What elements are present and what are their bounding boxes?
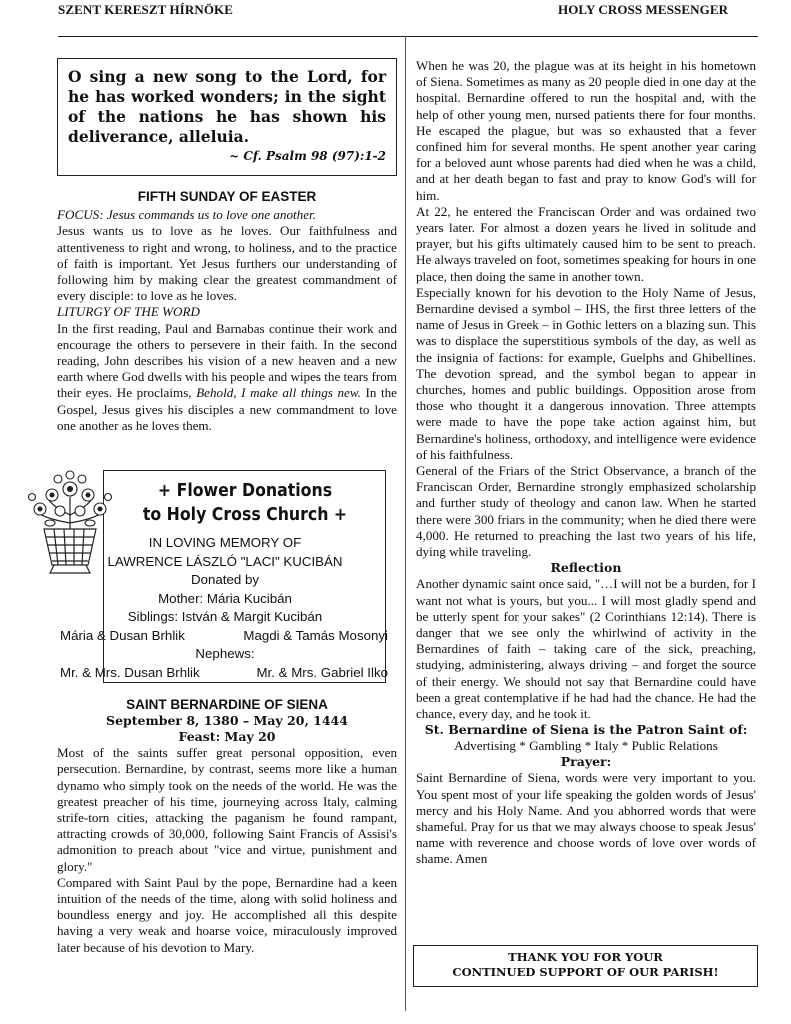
flower-donations-details [58,534,392,682]
saint-paragraph-1: Most of the saints suffer great personal opposition, even persecution. Bernardine, by contrast, seems more like a human dynamo who simply took on the needs of the world. He was the greatest preacher of his time, journeying across Italy, calming strife-torn cities, attacking the paganism he found rampant, attracting crowds of 30,000, following Saint Francis of Assisi's admonition to preach about "vice and virtue, punishment and glory." [57,745,397,874]
reflection-heading: Reflection [550,560,622,576]
memory-line1: IN LOVING MEMORY OF [148,535,302,550]
saint-dates: September 8, 1380 – May 20, 1444 [106,713,348,729]
donor-nephews-b: Mr. & Mrs. Gabriel Ilko [256,664,388,680]
saint-paragraph-6: General of the Friars of the Strict Observance, a branch of the Franciscan Order, Bernardine strongly emphasized scholarship and further study of theology and canon law. When he started there were 300 friars in the community; when he died there were 4,000. He returned to preaching the last two years of his life, dying while traveling. [416,463,756,560]
header-divider [58,36,758,37]
prayer-text: Saint Bernardine of Siena, words were very important to you. You spent most of your life speaking the golden words of Jesus' mercy and his Holy Name. And you abhorred words that were shameful. Pray for us that we may always choose to speak Jesus' name with reverence and choose words of love over words of shame. Amen [416,770,756,867]
prayer-heading: Prayer: [560,754,612,770]
fifth-sunday-section [57,189,397,434]
donor-siblings-b: Magdi & Tamás Mosonyi [243,627,388,643]
fifth-sunday-body: Jesus wants us to love as he loves. Our faithfulness and attentiveness to right and wrong, to holiness, and to the practice of faith is important. Yet Jesus furthers our understanding of following him by making clear the greatest commandment of every disciple: to love as he loves. [57,223,397,304]
psalm-quote-box [57,58,397,176]
saint-section-left [57,697,397,956]
thank-you-box [413,945,758,987]
donated-by: Donated by [190,572,259,587]
saint-paragraph-5: Especially known for his devotion to the Holy Name of Jesus, Bernardine devised a symbol – IHS, the first three letters of the name of Jesus in Greek – in Gothic letters on a blazing sun. This was to displace the superstitious symbols of the day, as well as the insignia of factions: for example, Guelphs and Ghibellines. The devotion spread, and the symbol began to appear in churches, homes and public buildings. Opposition arose from those who thought it a dangerous innovation. Three attempts were made to have the pope take action against him, but Bernardine's holiness, orthodoxy, and intelligence were evidence of his faithfulness. [416,284,756,462]
liturgy-body-part2: In the Gospel, Jesus gives his disciples a new commandment to love one another as he loves them. [57,385,397,433]
nephews-label: Nephews: [195,646,255,661]
donor-siblings-row [58,627,392,646]
fifth-sunday-title: FIFTH SUNDAY OF EASTER [137,189,317,204]
saint-feast: Feast: May 20 [178,729,276,745]
reflection-text: Another dynamic saint once said, "…I will not be a burden, for I want not what is yours, but you... I will most gladly spend and be utterly spent for your sakes" (2 Corinthians 12:14). There is danger that we see only the whirlwind of activity in the Bernardines of faith – taking care of the sick, preaching, studying, administering, always driving – and forget the source of their energy. We should not say that Bernardine could have been a great contemplative if he had had the chance. He had the chance, every day, and he took it. [416,576,756,721]
liturgy-body-italic: Behold, I make all things new. [196,385,361,401]
focus-line: FOCUS: Jesus commands us to love one another. [57,207,316,223]
flower-donations-title [110,479,380,527]
saint-paragraph-3: When he was 20, the plague was at its height in his hometown of Siena. Sometimes as many as 20 people died in one day at the hospital. Bernardine offered to run the hospital and, with the help of other young men, nursed patients there for four months. He escaped the plague, but was so exhausted that a fever confined him for several months. He spent another year caring for a beloved aunt whose parents had died when he was a child, and at her death began to fast and pray to know God's will for him. [416,58,756,203]
column-divider [405,36,406,1011]
header-title-hungarian: SZENT KERESZT HÍRNÖKE [58,2,234,17]
psalm-quote-source: ~ Cf. Psalm 98 (97):1-2 [229,149,386,163]
donor-siblings-a: Mária & Dusan Brhlik [60,627,185,643]
liturgy-body-part1: In the first reading, Paul and Barnabas continue their work and encourage the others to persevere in their faith. In the second reading, John describes his vision of a new heaven and a new earth where God dwells with his people and wipes the tears from their eyes. He proclaims, [57,320,397,401]
donor-nephews-a: Mr. & Mrs. Dusan Brhlik [60,664,200,680]
patron-heading: St. Bernardine of Siena is the Patron Saint of: [424,722,748,738]
donor-nephews-row [58,664,392,683]
thank-you-line2: CONTINUED SUPPORT OF OUR PARISH! [452,965,719,979]
thank-you-line1: THANK YOU FOR YOUR [508,950,663,964]
donor-siblings: Siblings: István & Margit Kucibán [127,609,323,624]
liturgy-heading: LITURGY OF THE WORD [57,304,200,320]
saint-paragraph-2: Compared with Saint Paul by the pope, Bernardine had a keen intuition of the needs of the time, along with solid holiness and boundless energy and joy. He accomplished all this despite having a very weak and hoarse voice, miraculously improved later because of his devotion to Mary. [57,874,397,955]
memory-line2: LAWRENCE LÁSZLÓ "LACI" KUCIBÁN [107,553,343,569]
saint-title: SAINT BERNARDINE OF SIENA [126,697,328,712]
flower-donations-title-line2: to Holy Cross Church + [142,505,348,525]
flower-donations-title-line1: + Flower Donations [157,481,333,501]
patron-list: Advertising * Gambling * Italy * Public Relations [454,738,718,754]
saint-section-right [416,58,756,868]
saint-paragraph-4: At 22, he entered the Franciscan Order and was ordained two years later. For almost a dozen years he lived in solitude and prayer, but his gifts ultimately caused him to be sent to preach. He always traveled on foot, sometimes speaking for hours in one place, then doing the same in another town. [416,203,756,284]
psalm-quote-text: O sing a new song to the Lord, for he has worked wonders; in the sight of the nations he has shown his deliverance, alleluia. [68,67,386,146]
header-title-english: HOLY CROSS MESSENGER [558,2,729,17]
liturgy-body [57,321,397,434]
donor-mother: Mother: Mária Kucibán [158,590,292,606]
